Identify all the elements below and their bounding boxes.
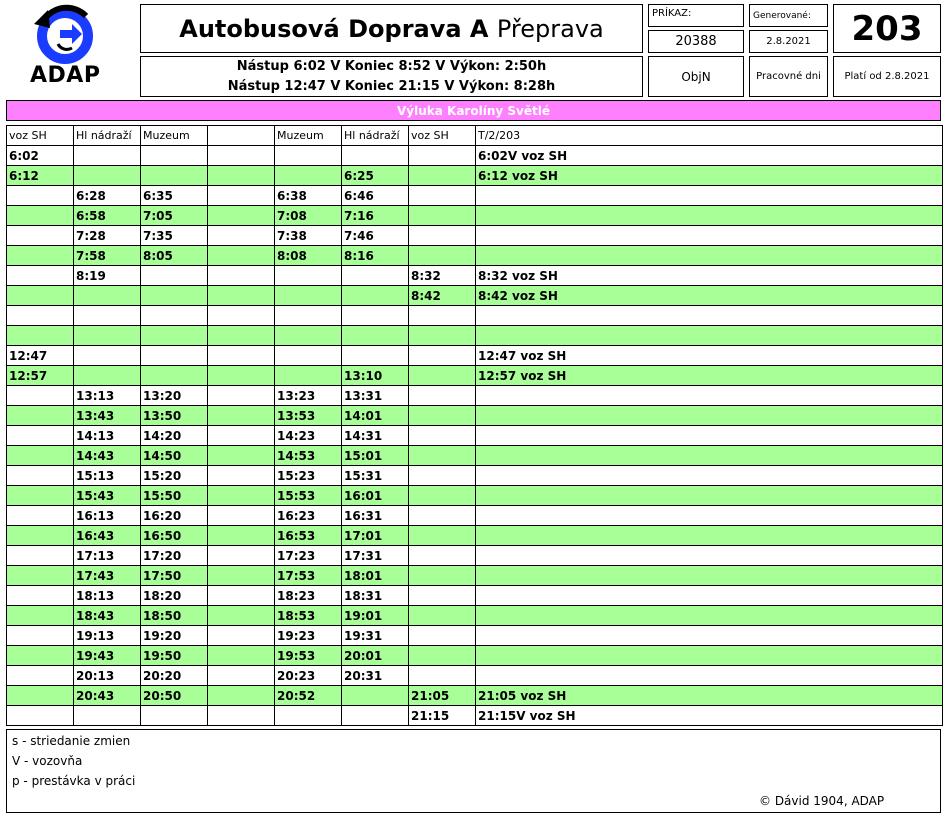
table-cell (208, 566, 275, 586)
table-row (7, 346, 943, 366)
table-cell (74, 146, 141, 166)
table-cell (476, 206, 943, 226)
table-cell (476, 506, 943, 526)
table-cell (342, 686, 409, 706)
table-cell (476, 486, 943, 506)
table-cell (476, 406, 943, 426)
table-cell (409, 426, 476, 446)
table-cell (208, 706, 275, 726)
table-cell (74, 306, 141, 326)
table-row (7, 486, 943, 506)
prikaz-value: 20388 (648, 30, 744, 53)
table-row (7, 306, 943, 326)
table-cell: 20:52 (275, 686, 342, 706)
table-cell (275, 286, 342, 306)
table-cell: 8:42 (409, 286, 476, 306)
table-cell: 13:53 (275, 406, 342, 426)
table-cell: 19:20 (141, 626, 208, 646)
table-cell (7, 686, 74, 706)
column-header: T/2/203 (476, 126, 943, 146)
table-row (7, 246, 943, 266)
table-cell (7, 326, 74, 346)
table-cell: 6:12 voz SH (476, 166, 943, 186)
table-cell: 6:25 (342, 166, 409, 186)
table-cell: 20:50 (141, 686, 208, 706)
table-cell (141, 266, 208, 286)
table-row (7, 546, 943, 566)
table-cell (7, 426, 74, 446)
table-cell (141, 366, 208, 386)
table-row (7, 586, 943, 606)
table-cell (208, 426, 275, 446)
table-cell: 19:53 (275, 646, 342, 666)
table-cell (409, 606, 476, 626)
table-cell (7, 466, 74, 486)
table-cell: 8:19 (74, 266, 141, 286)
table-row (7, 406, 943, 426)
table-cell (208, 206, 275, 226)
table-cell: 18:01 (342, 566, 409, 586)
table-row (7, 506, 943, 526)
table-cell (409, 526, 476, 546)
table-cell: 17:53 (275, 566, 342, 586)
table-cell: 20:43 (74, 686, 141, 706)
table-row (7, 366, 943, 386)
table-cell (7, 666, 74, 686)
table-cell (74, 166, 141, 186)
table-row (7, 706, 943, 726)
table-cell: 16:13 (74, 506, 141, 526)
table-cell: 16:50 (141, 526, 208, 546)
table-cell: 14:20 (141, 426, 208, 446)
table-cell: 13:10 (342, 366, 409, 386)
table-cell (208, 646, 275, 666)
title-main: Autobusová Doprava A (179, 14, 489, 43)
table-cell (7, 206, 74, 226)
table-cell (409, 486, 476, 506)
table-cell (208, 386, 275, 406)
table-cell: 21:15V voz SH (476, 706, 943, 726)
legend-box (6, 729, 941, 813)
table-cell (275, 326, 342, 346)
table-cell: 8:08 (275, 246, 342, 266)
table-cell: 19:23 (275, 626, 342, 646)
table-cell (208, 666, 275, 686)
table-cell (409, 566, 476, 586)
column-header: voz SH (7, 126, 74, 146)
table-cell: 14:13 (74, 426, 141, 446)
logo-text: ADAP (30, 63, 101, 88)
table-cell: 17:50 (141, 566, 208, 586)
table-cell: 6:46 (342, 186, 409, 206)
table-row (7, 566, 943, 586)
table-cell: 20:31 (342, 666, 409, 686)
table-cell (208, 586, 275, 606)
table-cell (208, 146, 275, 166)
table-cell (141, 326, 208, 346)
table-cell: 16:01 (342, 486, 409, 506)
shift-info (140, 56, 643, 97)
table-cell: 6:02 (7, 146, 74, 166)
table-cell: 13:50 (141, 406, 208, 426)
table-cell (208, 486, 275, 506)
table-cell: 15:31 (342, 466, 409, 486)
closure-banner: Výluka Karolíny Světlé (6, 100, 941, 121)
table-cell: 19:50 (141, 646, 208, 666)
table-cell (208, 406, 275, 426)
table-cell (74, 326, 141, 346)
table-cell: 21:05 (409, 686, 476, 706)
table-cell: 8:42 voz SH (476, 286, 943, 306)
table-cell (141, 346, 208, 366)
table-cell: 15:53 (275, 486, 342, 506)
table-cell: 7:28 (74, 226, 141, 246)
table-cell: 8:05 (141, 246, 208, 266)
table-cell: 16:20 (141, 506, 208, 526)
table-cell (476, 586, 943, 606)
table-cell (476, 386, 943, 406)
table-cell (7, 626, 74, 646)
table-cell: 16:31 (342, 506, 409, 526)
table-cell: 21:05 voz SH (476, 686, 943, 706)
table-cell: 19:31 (342, 626, 409, 646)
table-cell (342, 146, 409, 166)
table-row (7, 386, 943, 406)
table-cell: 18:23 (275, 586, 342, 606)
table-cell: 8:32 voz SH (476, 266, 943, 286)
table-row (7, 686, 943, 706)
table-cell: 18:13 (74, 586, 141, 606)
table-cell: 13:20 (141, 386, 208, 406)
column-header: Hl nádraží (342, 126, 409, 146)
table-cell (208, 226, 275, 246)
logo-arrows-icon (0, 0, 135, 66)
table-cell (141, 286, 208, 306)
table-cell (476, 326, 943, 346)
table-cell: 7:35 (141, 226, 208, 246)
table-cell: 15:13 (74, 466, 141, 486)
table-cell (7, 286, 74, 306)
table-cell (74, 346, 141, 366)
table-row (7, 626, 943, 646)
table-cell (409, 146, 476, 166)
table-cell (342, 306, 409, 326)
table-row (7, 446, 943, 466)
table-cell: 12:57 voz SH (476, 366, 943, 386)
table-cell: 14:53 (275, 446, 342, 466)
table-cell: 17:23 (275, 546, 342, 566)
table-cell: 15:50 (141, 486, 208, 506)
table-cell (141, 166, 208, 186)
table-cell: 18:31 (342, 586, 409, 606)
table-cell: 18:50 (141, 606, 208, 626)
table-cell (409, 206, 476, 226)
table-cell (342, 286, 409, 306)
table-cell: 21:15 (409, 706, 476, 726)
table-cell (342, 266, 409, 286)
table-cell (7, 526, 74, 546)
objn-label: ObjN (648, 56, 744, 97)
table-cell (409, 246, 476, 266)
table-cell: 12:47 (7, 346, 74, 366)
table-cell (7, 406, 74, 426)
table-cell (275, 146, 342, 166)
table-cell (7, 246, 74, 266)
table-cell (7, 226, 74, 246)
table-cell (208, 686, 275, 706)
table-cell (409, 626, 476, 646)
table-cell: 17:31 (342, 546, 409, 566)
table-cell (342, 326, 409, 346)
table-cell: 19:01 (342, 606, 409, 626)
table-cell (275, 266, 342, 286)
timetable (6, 125, 943, 726)
table-cell (208, 326, 275, 346)
table-cell: 17:13 (74, 546, 141, 566)
table-cell (7, 646, 74, 666)
table-cell (409, 466, 476, 486)
table-cell (208, 546, 275, 566)
table-cell: 7:38 (275, 226, 342, 246)
table-cell: 6:58 (74, 206, 141, 226)
table-cell (342, 346, 409, 366)
table-cell (208, 626, 275, 646)
table-cell (275, 346, 342, 366)
column-header: voz SH (409, 126, 476, 146)
legend-item: p - prestávka v práci (12, 774, 136, 788)
route-number: 203 (833, 4, 941, 53)
table-cell: 8:32 (409, 266, 476, 286)
table-cell (7, 606, 74, 626)
table-cell: 13:23 (275, 386, 342, 406)
table-cell: 19:13 (74, 626, 141, 646)
table-cell (208, 506, 275, 526)
table-cell (7, 266, 74, 286)
table-cell (476, 186, 943, 206)
prikaz-label: PRÍKAZ: (648, 4, 744, 27)
generated-value: 2.8.2021 (749, 30, 828, 53)
column-header (208, 126, 275, 146)
table-cell (208, 606, 275, 626)
table-cell (476, 626, 943, 646)
day-type: Pracovné dni (749, 56, 828, 97)
table-cell (141, 306, 208, 326)
table-cell (208, 166, 275, 186)
table-cell (476, 446, 943, 466)
table-cell (141, 146, 208, 166)
table-cell (409, 666, 476, 686)
table-cell (7, 706, 74, 726)
table-cell (7, 586, 74, 606)
table-cell: 18:53 (275, 606, 342, 626)
table-row (7, 226, 943, 246)
shift-line-1: Nástup 6:02 V Koniec 8:52 V Výkon: 2:50h (236, 58, 547, 74)
table-cell: 13:31 (342, 386, 409, 406)
table-cell (476, 466, 943, 486)
table-cell (409, 386, 476, 406)
table-cell: 20:13 (74, 666, 141, 686)
table-cell: 8:16 (342, 246, 409, 266)
table-row (7, 266, 943, 286)
legend-item: V - vozovňa (12, 754, 83, 768)
table-cell (208, 466, 275, 486)
table-cell (476, 606, 943, 626)
table-cell (409, 166, 476, 186)
table-cell (342, 706, 409, 726)
table-cell (409, 586, 476, 606)
table-cell: 6:02V voz SH (476, 146, 943, 166)
table-cell: 14:50 (141, 446, 208, 466)
table-row (7, 166, 943, 186)
table-row (7, 466, 943, 486)
table-cell (476, 666, 943, 686)
table-row (7, 526, 943, 546)
shift-line-2: Nástup 12:47 V Koniec 21:15 V Výkon: 8:28h (227, 78, 556, 94)
table-cell (7, 306, 74, 326)
table-row (7, 426, 943, 446)
generated-label: Generované: (749, 4, 828, 27)
valid-from: Platí od 2.8.2021 (833, 56, 941, 97)
table-cell (476, 566, 943, 586)
title-rest: Přeprava (496, 14, 604, 43)
table-cell (409, 226, 476, 246)
table-cell: 16:43 (74, 526, 141, 546)
table-cell: 6:38 (275, 186, 342, 206)
table-cell: 17:01 (342, 526, 409, 546)
table-cell (208, 186, 275, 206)
column-header: Muzeum (141, 126, 208, 146)
table-cell: 16:53 (275, 526, 342, 546)
table-cell: 16:23 (275, 506, 342, 526)
table-cell (208, 366, 275, 386)
table-row (7, 646, 943, 666)
table-cell (208, 346, 275, 366)
table-cell: 15:01 (342, 446, 409, 466)
table-cell (476, 526, 943, 546)
table-cell: 12:47 voz SH (476, 346, 943, 366)
table-cell: 7:46 (342, 226, 409, 246)
table-cell (208, 286, 275, 306)
table-cell: 15:20 (141, 466, 208, 486)
table-cell: 7:16 (342, 206, 409, 226)
table-row (7, 286, 943, 306)
table-cell (7, 566, 74, 586)
table-cell (409, 346, 476, 366)
table-cell: 6:35 (141, 186, 208, 206)
table-row (7, 666, 943, 686)
table-cell (74, 366, 141, 386)
table-cell (208, 246, 275, 266)
table-cell: 19:43 (74, 646, 141, 666)
table-cell: 12:57 (7, 366, 74, 386)
table-cell: 7:08 (275, 206, 342, 226)
table-cell (476, 646, 943, 666)
table-cell (208, 446, 275, 466)
table-row (7, 326, 943, 346)
table-cell (7, 506, 74, 526)
table-cell (74, 706, 141, 726)
table-cell (409, 326, 476, 346)
table-cell (476, 546, 943, 566)
table-cell: 14:43 (74, 446, 141, 466)
table-cell: 14:23 (275, 426, 342, 446)
table-cell (476, 306, 943, 326)
table-cell (409, 506, 476, 526)
table-cell: 14:01 (342, 406, 409, 426)
table-header-row (7, 126, 943, 146)
table-cell: 17:43 (74, 566, 141, 586)
table-cell (208, 526, 275, 546)
table-cell (409, 546, 476, 566)
table-cell: 6:28 (74, 186, 141, 206)
table-cell (141, 706, 208, 726)
legend-item: s - striedanie zmien (12, 734, 131, 748)
adap-logo (0, 0, 135, 96)
table-cell (7, 186, 74, 206)
table-cell (476, 226, 943, 246)
table-cell: 7:05 (141, 206, 208, 226)
table-cell: 20:23 (275, 666, 342, 686)
table-cell (476, 246, 943, 266)
table-row (7, 186, 943, 206)
copyright: © Dávid 1904, ADAP (759, 794, 885, 808)
table-cell: 6:12 (7, 166, 74, 186)
table-cell (208, 266, 275, 286)
table-cell (74, 286, 141, 306)
column-header: Hl nádraží (74, 126, 141, 146)
table-cell (7, 446, 74, 466)
table-cell (275, 366, 342, 386)
table-row (7, 146, 943, 166)
table-cell (409, 186, 476, 206)
table-cell (409, 306, 476, 326)
page-title (140, 4, 643, 53)
table-cell (275, 306, 342, 326)
table-cell: 18:20 (141, 586, 208, 606)
table-cell: 17:20 (141, 546, 208, 566)
table-cell (476, 426, 943, 446)
table-cell: 20:20 (141, 666, 208, 686)
table-cell: 7:58 (74, 246, 141, 266)
table-cell (7, 386, 74, 406)
table-row (7, 606, 943, 626)
table-cell: 20:01 (342, 646, 409, 666)
table-cell (7, 486, 74, 506)
table-cell: 13:13 (74, 386, 141, 406)
table-cell (409, 366, 476, 386)
table-cell (409, 446, 476, 466)
table-cell (208, 306, 275, 326)
table-cell: 14:31 (342, 426, 409, 446)
table-cell: 15:43 (74, 486, 141, 506)
table-cell (275, 166, 342, 186)
table-cell (409, 406, 476, 426)
table-cell: 18:43 (74, 606, 141, 626)
table-cell: 15:23 (275, 466, 342, 486)
column-header: Muzeum (275, 126, 342, 146)
table-cell (7, 546, 74, 566)
table-cell (275, 706, 342, 726)
table-cell (409, 646, 476, 666)
table-row (7, 206, 943, 226)
table-cell: 13:43 (74, 406, 141, 426)
